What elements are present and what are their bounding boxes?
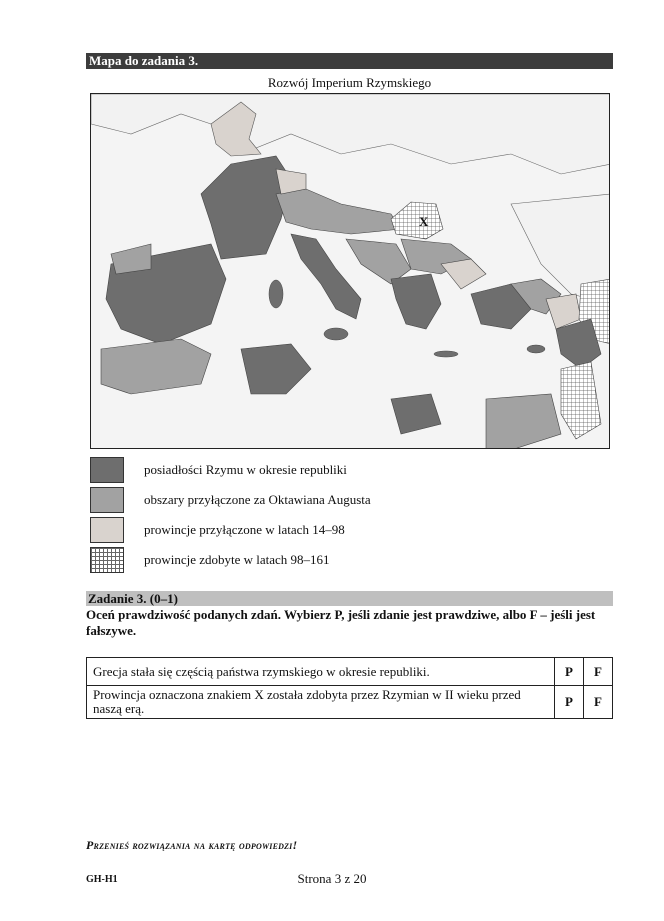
province-illyricum [346,239,411,284]
option-f-1[interactable]: F [584,658,613,686]
roman-empire-map [90,93,610,449]
footer-note: Przenieś rozwiązania na kartę odpowiedzi! [86,838,298,852]
page-number: Strona 3 z 20 [297,871,367,886]
legend-label: obszary przyłączone za Oktawiana Augusta [144,492,371,507]
map-title: Rozwój Imperium Rzymskiego [267,75,432,90]
province-thracia [441,259,486,289]
statement-1: Grecja stała się częścią państwa rzymskiego w okresie republiki. [87,658,555,686]
legend-swatch-14-98 [90,517,124,543]
island-cyprus [527,345,545,353]
island-sardinia [269,280,283,308]
task-instruction: Oceń prawdziwość podanych zdań. Wybierz P, jeśli zdanie jest prawdziwe, albo F – jeśli jest fałszywe. [86,607,596,638]
island-sicily [324,328,348,340]
province-hispania-north [111,244,151,274]
legend-swatch-98-161 [90,547,124,573]
province-mauretania [101,339,211,394]
legend-label: posiadłości Rzymu w okresie republiki [144,462,347,477]
province-dacia [391,202,443,239]
legend-label: prowincje przyłączone w latach 14–98 [144,522,345,537]
island-crete [434,351,458,357]
legend-label: prowincje zdobyte w latach 98–161 [144,552,330,567]
province-africa [241,344,311,394]
statement-2: Prowincja oznaczona znakiem X została zdobyta przez Rzymian w II wieku przed naszą erą. [87,686,555,719]
option-p-1[interactable]: P [555,658,584,686]
province-arabia [561,362,601,439]
table-row [87,658,613,686]
northern-europe-land [91,94,610,174]
province-cyrenaica [391,394,441,434]
map-drawing [91,94,610,449]
table-row [87,686,613,719]
province-macedonia-achaea [391,274,441,329]
exam-code: GH-H1 [86,874,118,885]
province-raetia-noricum [276,189,401,234]
section-header: Mapa do zadania 3. [86,53,613,69]
map-marker-x: X [419,214,429,229]
task-header: Zadanie 3. (0–1) [86,591,613,606]
legend-swatch-augustus [90,487,124,513]
option-f-2[interactable]: F [584,686,613,719]
option-p-2[interactable]: P [555,686,584,719]
legend-swatch-republic [90,457,124,483]
true-false-table [86,657,613,719]
province-aegyptus [486,394,561,449]
